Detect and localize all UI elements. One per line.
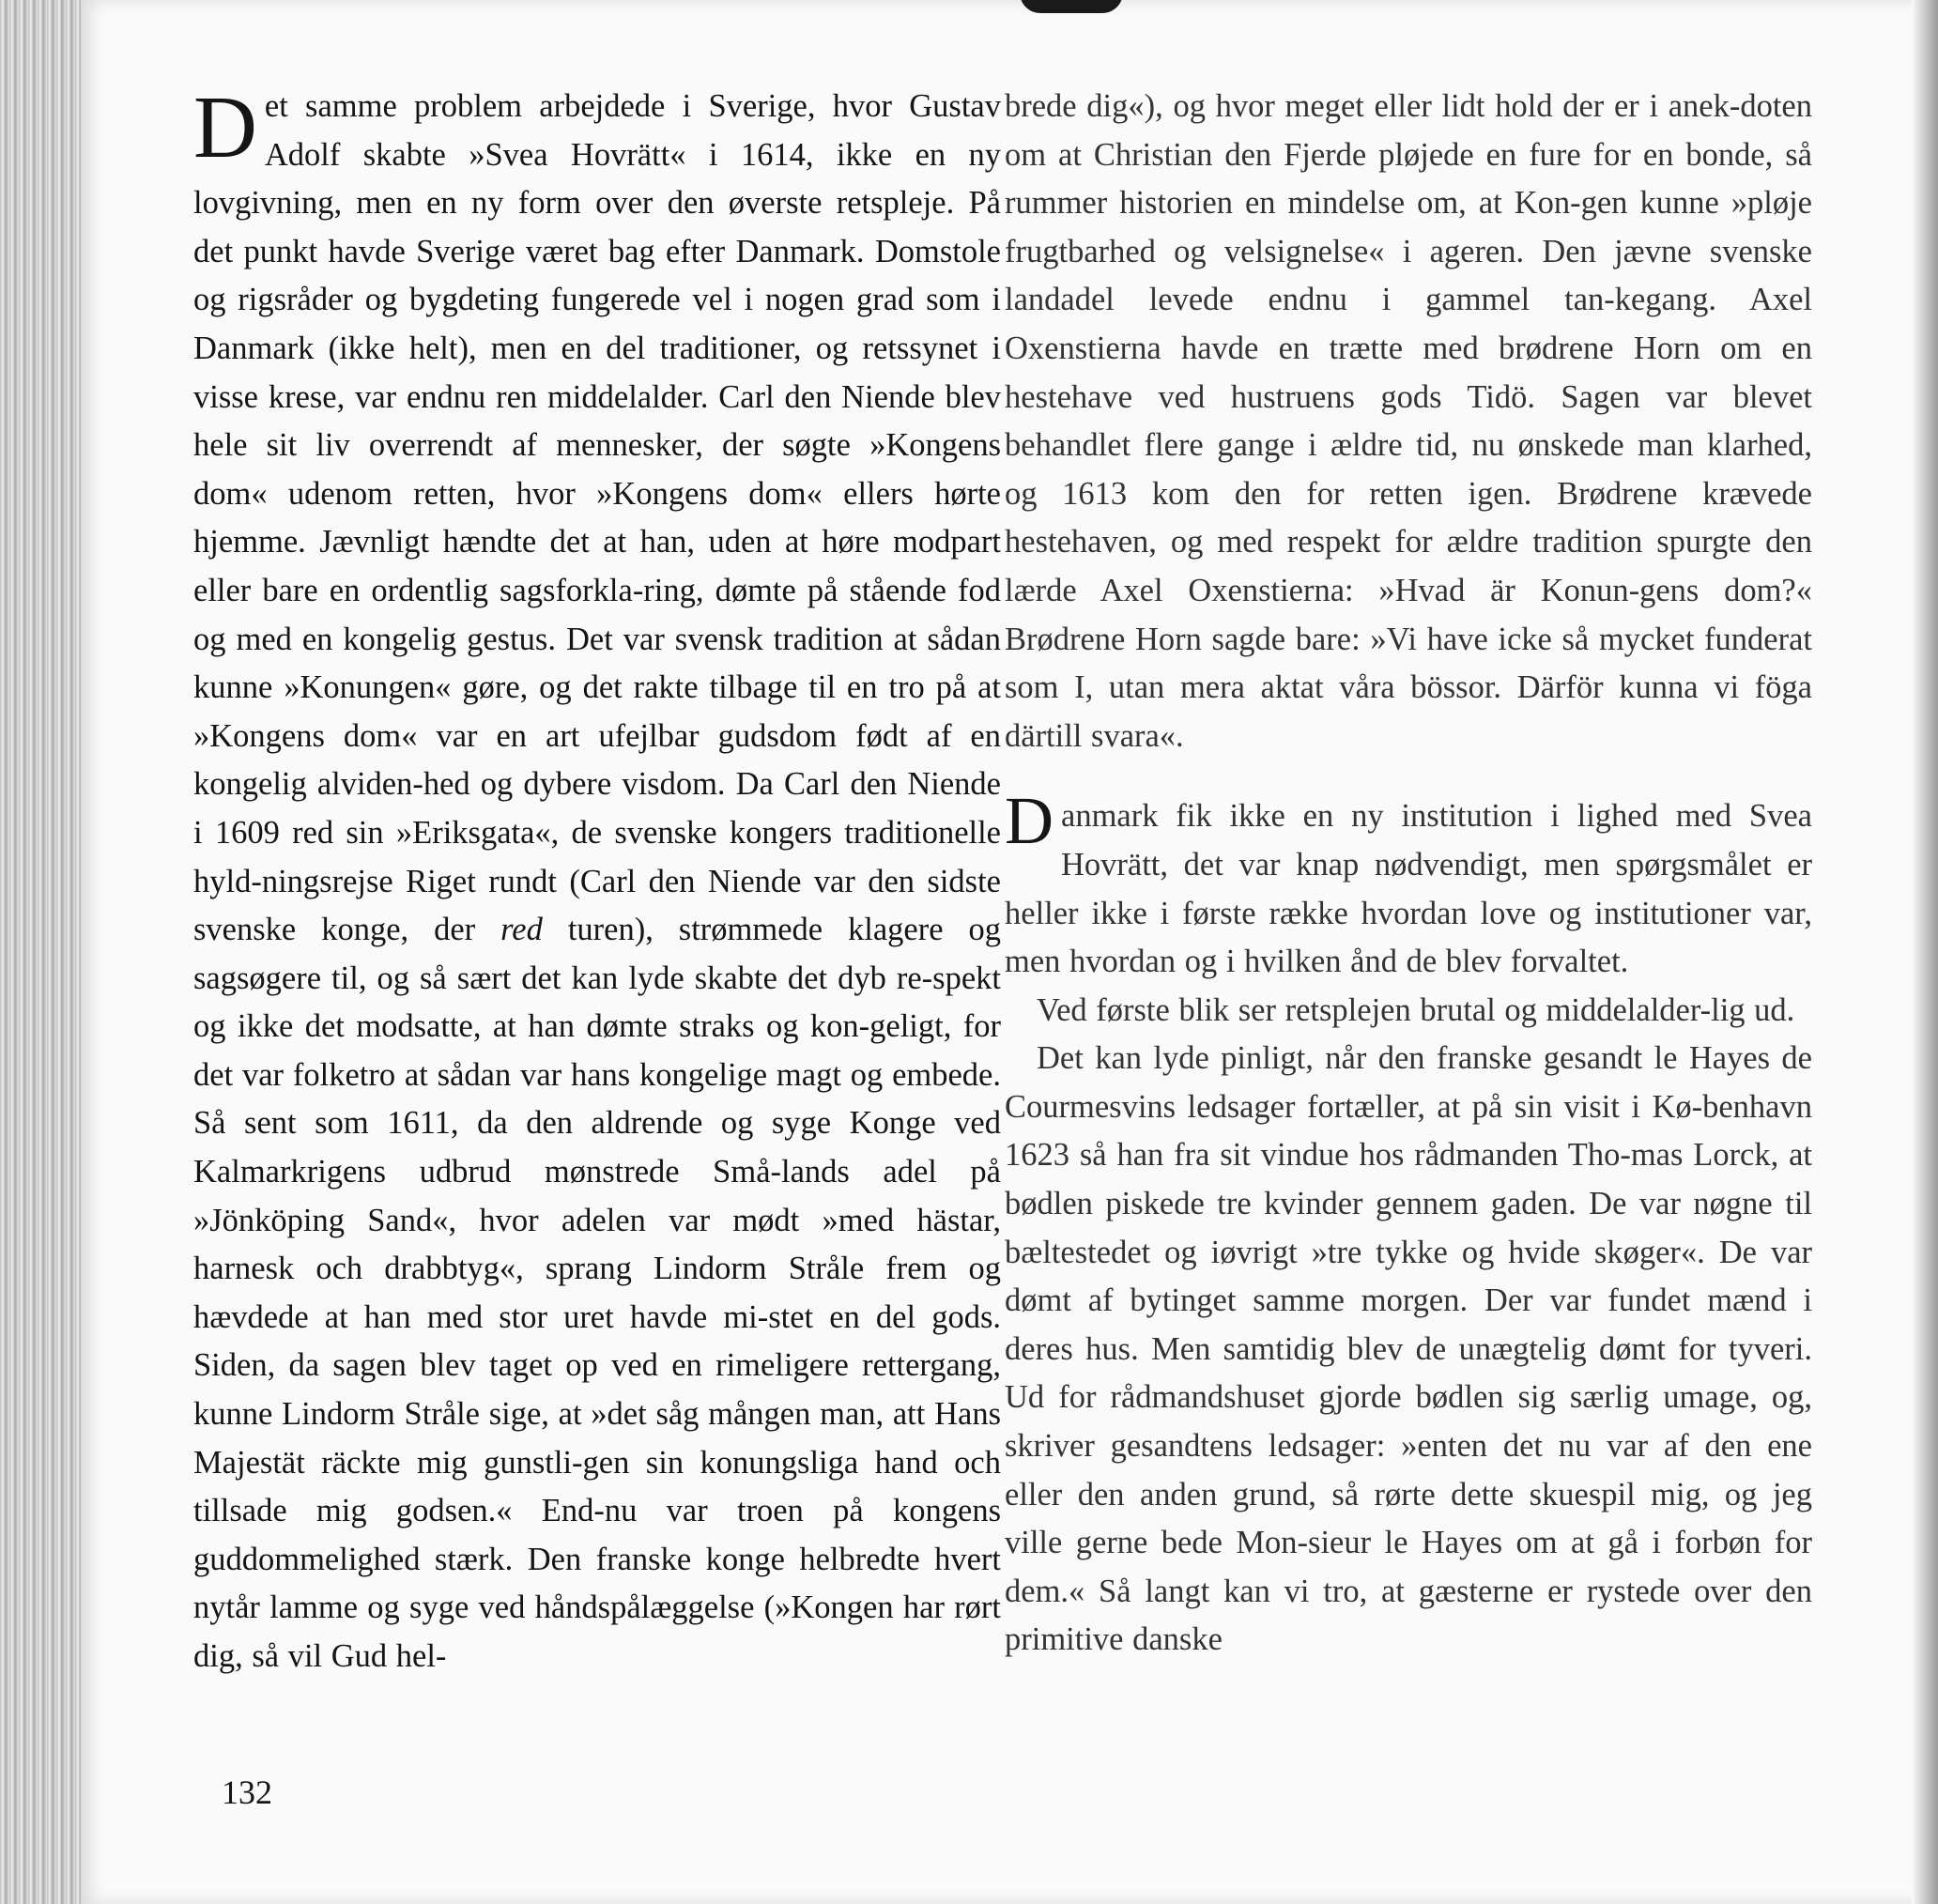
left-paragraph-text-part-1: et samme problem arbejdede i Sverige, hvor Gustav Adolf skabte »Svea Hovrätt« i 1614, ikke en ny lovgivning, men en ny form over den øverste retspleje. På det punkt havde Sverige været bag efter Danmark. Domstole og rigsråder og bygdeting fungerede vel i nogen grad som i Danmark (ikke helt), men en del traditioner, og retssynet i visse krese, var endnu ren middelalder. Carl den Niende blev hele sit liv overrendt af mennesker, der søgte »Kongens dom« udenom retten, hvor »Kongens dom« ellers hørte hjemme. Jævnligt hændte det at han, uden at høre modpart eller bare en ordentlig sagsforkla-ring, dømte på stående fod og med en kongelig gestus. Det var svensk tradition at sådan kunne »Konungen« gøre, og det rakte tilbage til en tro på at »Kongens dom« var en art ufejlbar gudsdom født af en kongelig alviden-hed og dybere visdom. Da Carl den Niende i 1609 red sin »Eriksgata«, de svenske kongers traditionelle hyld-ningsrejse Riget rundt (Carl den Niende var den sidste svenske konge, der — [193, 88, 1001, 948]
left-paragraph-text-part-2: turen), strømmede klagere og sagsøgere til, og så sært det kan lyde skabte det dyb re-spekt og ikke det modsatte, at han dømte straks og kon-geligt, for det var folketro at sådan var hans kongelige magt og embede. Så sent som 1611, da den aldrende og syge Konge ved Kalmarkrigens udbrud mønstrede Små-lands adel på »Jönköping Sand«, hvor adelen var mødt »med hästar, harnesk och drabbtyg«, sprang Lindorm Stråle frem og hævdede at han med stor uret havde mi-stet en del gods. Siden, da sagen blev taget op ved en rimeligere rettergang, kunne Lindorm Stråle sige, at »det såg mången man, att Hans Majestät räckte mig gunstli-gen sin konungsliga hand och tillsade mig godsen.« End-nu var troen på kongens guddommelighed stærk. Den franske konge helbredte hvert nytår lamme og syge ved håndspålæggelse (»Kongen har rørt dig, så vil Gud hel- — [193, 912, 1002, 1674]
right-page-edge-shadow — [1912, 0, 1938, 1904]
right-paragraph-danmark — [1005, 783, 1812, 986]
left-text-column — [193, 79, 1002, 1681]
left-paragraph — [193, 79, 1002, 1681]
book-page — [81, 0, 1938, 1904]
page-stack-edges — [0, 0, 94, 1904]
right-paragraph-continued: brede dig«), og hvor meget eller lidt hold der er i anek-doten om at Christian den Fjerde pløjede en fure for en bonde, så rummer historien en mindelse om, at Kon-gen kunne »pløje frugtbarhed og velsignelse« i ageren. Den jævne svenske landadel levede endnu i gammel tan-kegang. Axel Oxenstierna havde en trætte med brødrene Horn om en hestehave ved hustruens gods Tidö. Sagen var blevet behandlet flere gange i ældre tid, nu ønskede man klarhed, og 1613 kom den for retten igen. Brødrene krævede hestehaven, og med respekt for ældre tradition spurgte den lærde Axel Oxenstierna: »Hvad är Konun-gens dom?« Brødrene Horn sagde bare: »Vi have icke så mycket funderat som I, utan mera aktat våra bössor. Därför kunna vi föga därtill svara«. — [1005, 88, 1812, 754]
right-paragraph-first-glance: Ved første blik ser retsplejen brutal og middelalder-lig ud. — [1037, 991, 1795, 1028]
page-number: 132 — [222, 1773, 272, 1811]
right-paragraph-gesandt: Det kan lyde pinligt, når den franske gesandt le Hayes de Courmesvins ledsager fortæller, at på sin visit i Kø-benhavn 1623 så han fra sit vindue hos rådmanden Tho-mas Lorck, at bødlen piskede tre kvinder gennem gaden. De var nøgne til bæltestedet og iøvrigt »tre tykke og hvide skøger«. De var dømt af bytinget samme morgen. Der var fundet mænd i deres hus. Men samtidig blev de unægtelig dømt for tyveri. Ud for rådmandshuset gjorde bødlen sig særlig umage, og, skriver gesandtens ledsager: »enten det nu var af den ene eller den anden grund, så rørte dette skuespil mig, og jeg ville gerne bede Mon-sieur le Hayes om at gå i forbøn for dem.« Så langt kan vi tro, at gæsterne er rystede over den primitive danske — [1005, 1040, 1812, 1658]
right-paragraph-danmark-text: anmark fik ikke en ny institution i lighed med Svea Hovrätt, det var knap nødvendigt, men spørgsmålet er heller ikke i første række hvordan love og institutioner var, men hvordan og i hvilken ånd de blev forvaltet. — [1005, 798, 1812, 980]
italic-word: red — [500, 912, 543, 948]
dropcap-letter-2: D — [1005, 783, 1054, 859]
dropcap-letter: D — [193, 79, 257, 177]
top-ink-mark — [1020, 0, 1123, 13]
right-text-column — [1005, 83, 1812, 1665]
